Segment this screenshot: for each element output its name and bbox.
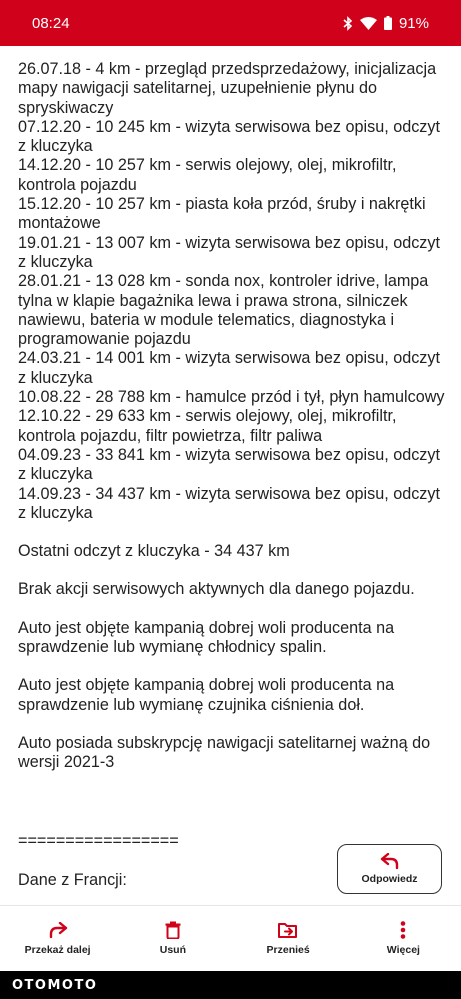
reply-button-label: Odpowiedz <box>361 873 418 885</box>
move-label: Przenieś <box>266 943 310 956</box>
service-entry: 26.07.18 - 4 km - przegląd przedsprzedażowy, inicjalizacja mapy nawigacji satelitarnej, uzupełnienie płynu do spryskiwaczy <box>18 60 437 117</box>
move-folder-icon <box>278 922 298 939</box>
campaign-text: Auto jest objęte kampanią dobrej woli producenta na sprawdzenie lub wymianę chłodnicy spalin. <box>18 618 395 657</box>
bottom-toolbar <box>0 905 461 971</box>
message-body <box>18 60 448 773</box>
service-entry: 10.08.22 - 28 788 km - hamulce przód i tył, płyn hamulcowy <box>18 388 445 407</box>
trash-icon <box>165 921 181 939</box>
delete-button[interactable] <box>123 921 223 956</box>
subscription-text: Auto posiada subskrypcję nawigacji satelitarnej ważną do wersji 2021-3 <box>18 733 431 772</box>
service-entry: 04.09.23 - 33 841 km - wizyta serwisowa bez opisu, odczyt z kluczyka <box>18 445 440 484</box>
service-entry: 07.12.20 - 10 245 km - wizyta serwisowa bez opisu, odczyt z kluczyka <box>18 117 440 156</box>
more-button[interactable] <box>353 921 453 956</box>
brand-footer <box>0 971 461 999</box>
service-entry: 15.12.20 - 10 257 km - piasta koła przód, śruby i nakrętki montażowe <box>18 195 426 233</box>
last-reading-text: Ostatni odczyt z kluczyka - 34 437 km <box>18 542 290 561</box>
campaign-text: Auto jest objęte kampanią dobrej woli producenta na sprawdzenie lub wymianę czujnika ciśnienia doł. <box>18 676 395 714</box>
france-data-heading: Dane z Francji: <box>18 871 127 889</box>
status-time: 08:24 <box>32 14 70 32</box>
status-bar <box>0 0 461 46</box>
more-label: Więcej <box>386 944 420 956</box>
battery-icon <box>384 16 392 30</box>
no-actions-text: Brak akcji serwisowych aktywnych dla danego pojazdu. <box>18 580 415 599</box>
service-entry: 12.10.22 - 29 633 km - serwis olejowy, olej, mikrofiltr, kontrola pojazdu, filtr powietrza, filtr paliwa <box>18 407 397 445</box>
battery-percent: 91% <box>398 14 429 32</box>
service-entry: 28.01.21 - 13 028 km - sonda nox, kontroler idrive, lampa tylna w klapie bagażnika lewa i prawa strona, silniczek nawiewu, bateria w module telematics, diagnostyka i programowanie pojazdu <box>18 272 429 349</box>
forward-button[interactable] <box>8 922 108 956</box>
more-vertical-icon <box>400 921 406 939</box>
separator-line: ================= <box>18 832 179 850</box>
forward-label: Przekaż dalej <box>24 943 91 956</box>
service-entry: 19.01.21 - 13 007 km - wizyta serwisowa bez opisu, odczyt z kluczyka <box>18 233 440 271</box>
delete-label: Usuń <box>159 944 186 956</box>
move-button[interactable] <box>238 922 338 956</box>
brand-logo: OTOMOTO <box>12 977 98 993</box>
service-entry: 14.12.20 - 10 257 km - serwis olejowy, olej, mikrofiltr, kontrola pojazdu <box>18 156 397 194</box>
reply-button[interactable] <box>337 844 442 894</box>
service-entry: 24.03.21 - 14 001 km - wizyta serwisowa bez opisu, odczyt z kluczyka <box>18 349 440 387</box>
forward-icon <box>48 922 68 939</box>
reply-icon <box>380 853 400 869</box>
service-entry: 14.09.23 - 34 437 km - wizyta serwisowa bez opisu, odczyt z kluczyka <box>18 484 440 522</box>
status-icons <box>343 15 429 32</box>
bluetooth-icon <box>343 16 353 31</box>
wifi-icon <box>360 17 377 30</box>
service-history-list <box>18 60 448 523</box>
